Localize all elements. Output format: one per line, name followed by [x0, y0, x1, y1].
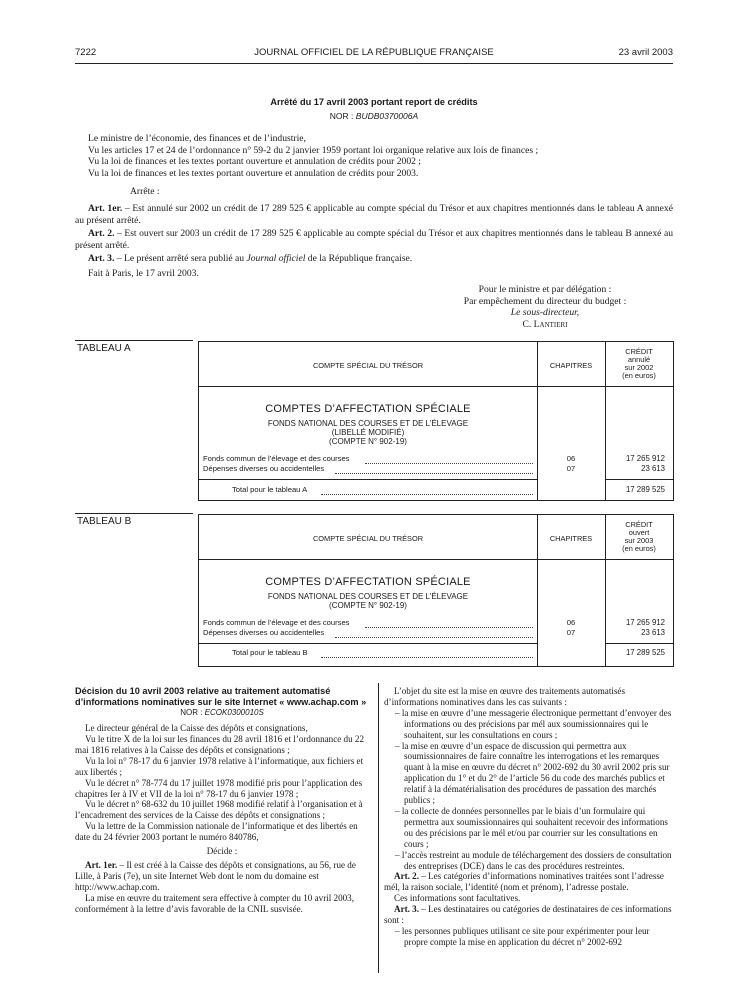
total-value: 17 289 525: [625, 485, 665, 494]
decision-title: Décision du 10 avril 2003 relative au traitement automatisé d’informations nominatives sur le site Internet « www.achap.com »: [75, 686, 367, 707]
sig-line-3: Le sous-directeur,: [510, 307, 580, 318]
article-3-text: – Le présent arrêté sera publié au: [114, 253, 247, 264]
credit-line: CRÉDIT: [625, 520, 653, 529]
purpose-item: – la mise en œuvre d’une messagerie électronique permettant d’envoyer des informations ou des précisions par mél aux soumissionnaires qui le souhaitent, sur les consultations en cours ;: [395, 707, 672, 740]
row-chapitre: 07: [566, 628, 576, 637]
row-chapitre: 07: [566, 464, 576, 473]
fund-name: FONDS NATIONAL DES COURSES ET DE L’ÉLEVAGE: [267, 592, 469, 601]
article-3: [75, 253, 673, 265]
tableau-a-rule: [75, 340, 193, 341]
purpose-item: – l’accès restreint au module de téléchargement des dossiers de consultation des entreprises (DCE) dans le cas des procédures restreintes.: [395, 849, 672, 871]
col-header-credit: [605, 348, 673, 380]
row-credit: 17 265 912: [625, 454, 665, 463]
nor-label: NOR :: [329, 111, 354, 121]
article-3-label: Art. 3.: [88, 253, 115, 264]
purpose-item: – la collecte de données personnelles par le biais d’un formulaire qui permettra aux soumissionnaires qui souhaitent recevoir des informations ou des précisions par le mél et/ou par courrier sur les consultations en cours ;: [395, 805, 668, 849]
decision-left-column: [75, 686, 369, 915]
row-credit: 17 265 912: [625, 618, 665, 627]
article-2-text: – Est ouvert sur 2003 un crédit de 17 289 525 € applicable au compte spécial du Trésor et aux chapitres mentionnés dans le tableau B annexé au présent arrêté.: [75, 228, 673, 251]
article-1: [75, 203, 673, 226]
site-purpose: L’objet du site est la mise en œuvre des traitements automatisés d’informations nominatives dans les cas suivants :: [384, 686, 625, 707]
arrete-title: Arrêté du 17 avril 2003 portant report de crédits: [270, 97, 478, 107]
nor-code: BUDB0370006A: [355, 111, 419, 121]
credit-line: (en euros): [622, 544, 656, 553]
signature-block: [420, 284, 670, 330]
tableau-b: [198, 514, 674, 667]
decision-article-2: [384, 871, 674, 893]
row-credit: 23 613: [641, 464, 665, 473]
credit-line: ouvert: [628, 528, 650, 537]
tableau-a: [198, 341, 674, 501]
total-label: Total pour le tableau B: [232, 648, 308, 657]
visa-paragraph: Vu la loi n° 78-17 du 6 janvier 1978 relative à l’informatique, aux fichiers et aux libertés ;: [75, 755, 364, 777]
article-2-label: Art. 2.: [88, 228, 115, 239]
col-header-compte: COMPTE SPÉCIAL DU TRÉSOR: [312, 534, 424, 543]
row-credit: 23 613: [641, 628, 665, 637]
visa-line: Vu les articles 17 et 24 de l’ordonnance n° 59-2 du 2 janvier 1959 portant loi organique relative aux lois de finances ;: [88, 144, 539, 156]
decision-nor: [75, 708, 369, 719]
section-heading: COMPTES D’AFFECTATION SPÉCIALE: [265, 576, 471, 588]
credit-line: annulé: [627, 355, 651, 364]
mise-en-oeuvre: La mise en œuvre du traitement sera effective à compter du 10 avril 2003, conformément à la lettre d’avis favorable de la CNIL susvisée.: [75, 892, 355, 914]
arrete-label: Arrête :: [130, 186, 160, 197]
col-header-chapitres: CHAPITRES: [549, 361, 593, 370]
section-heading: COMPTES D’AFFECTATION SPÉCIALE: [265, 403, 471, 415]
fait-a-paris: Fait à Paris, le 17 avril 2003.: [88, 268, 199, 279]
row-label: Dépenses diverses ou accidentelles: [203, 628, 325, 637]
col-header-chapitres: CHAPITRES: [549, 534, 593, 543]
total-rule: [605, 479, 673, 480]
article-2: [75, 228, 673, 251]
nor-label: NOR :: [180, 708, 203, 718]
nor-code: ECOK0300010S: [204, 708, 264, 718]
leader-dots: [335, 637, 533, 638]
visa-paragraph: Vu le titre X de la loi sur les finances du 28 avril 1816 et l’ordonnance du 22 mai 1816 relatives à la Caisse des dépôts et consignations ;: [75, 734, 365, 755]
col-header-compte: COMPTE SPÉCIAL DU TRÉSOR: [312, 361, 424, 370]
row-chapitre: 06: [566, 454, 576, 463]
arrete-nor: [75, 111, 673, 121]
article-1-label: Art. 1er.: [88, 203, 123, 214]
fund-note: (LIBELLÉ MODIFIÉ): [331, 428, 405, 437]
arrete-visas: [88, 133, 678, 179]
fund-account: (COMPTE N° 902-19): [329, 437, 407, 446]
leader-dots: [321, 494, 533, 495]
header-rule: [75, 63, 673, 64]
article-2-text: – Les catégories d’informations nominatives traitées sont l’adresse mél, la raison sociale, l’identité (nom et prénom), l’adresse postale.: [384, 871, 664, 893]
tableau-a-label: TABLEAU A: [77, 343, 131, 354]
credit-line: sur 2002: [624, 363, 654, 372]
page-number: 7222: [75, 47, 97, 58]
preamble: Le directeur général de la Caisse des dépôts et consignations,: [85, 723, 308, 734]
total-rule: [199, 643, 537, 644]
article-3-text-end: de la République française.: [305, 253, 413, 264]
credit-line: CRÉDIT: [625, 347, 653, 356]
article-1-text: – Est annulé sur 2002 un crédit de 17 289 525 € applicable au compte spécial du Trésor et aux chapitres mentionnés dans le tableau A annexé au présent arrêté.: [75, 203, 673, 226]
visa-line: Le ministre de l’économie, des finances et de l’industrie,: [88, 133, 306, 144]
tableau-b-rule: [75, 513, 193, 514]
tableau-b-label: TABLEAU B: [77, 516, 132, 527]
credit-line: sur 2003: [624, 536, 654, 545]
row-label: Dépenses diverses ou accidentelles: [203, 464, 325, 473]
leader-dots: [321, 657, 533, 658]
leader-dots: [365, 627, 533, 628]
column-divider: [378, 683, 379, 973]
decision-right-column: [384, 686, 674, 948]
sig-line-2: Par empêchement du directeur du budget :: [463, 295, 627, 307]
visa-line: Vu la loi de finances et les textes portant ouverture et annulation de crédits pour 2002 ;: [88, 156, 421, 167]
issue-date: 23 avril 2003: [618, 47, 673, 58]
fund-account: (COMPTE N° 902-19): [329, 601, 407, 610]
row-chapitre: 06: [566, 618, 576, 627]
visa-line: Vu la loi de finances et les textes portant ouverture et annulation de crédits pour 2003.: [88, 167, 419, 179]
facultatives: Ces informations sont facultatives.: [394, 893, 521, 904]
row-label: Fonds commun de l’élevage et des courses: [203, 618, 350, 627]
credit-line: (en euros): [622, 371, 656, 380]
signatory-name: C. Lantieri: [522, 318, 568, 330]
article-3-label: Art. 3.: [394, 904, 419, 915]
purpose-item: – la mise en œuvre d’un espace de discussion qui permettra aux soumissionnaires de faire connaître les interrogations et les remarques quant à la mise en œuvre du décret n° 2002-692 du 30 avril 2002 pris sur application du 1° et du 2° de l’article 56 du code des marchés publics et relatif à la dématérialisation des procédures de passation des marchés publics ;: [395, 740, 670, 806]
visa-paragraph: Vu le décret n° 68-632 du 10 juillet 1968 modifié relatif à l’organisation et à l’encadrement des services de la Caisse des dépôts et consignations ;: [75, 799, 363, 821]
decide-label: Décide :: [206, 846, 238, 857]
article-1-label: Art. 1er.: [85, 859, 118, 870]
leader-dots: [335, 473, 533, 474]
visa-paragraph: Vu la lettre de la Commission nationale de l’informatique et des libertés en date du 24 février 2003 portant le numéro 840786,: [75, 821, 358, 843]
total-label: Total pour le tableau A: [232, 485, 308, 494]
visa-paragraph: Vu le décret n° 78-774 du 17 juillet 1978 modifié pris pour l’application des chapitres Ier à IV et VII de la loi n° 78-17 du 6 janvier 1978 ;: [75, 777, 363, 799]
journal-officiel-ref: Journal officiel: [246, 253, 306, 264]
article-1-text: – Il est créé à la Caisse des dépôts et consignations, au 56, rue de Lille, à Paris (7e), un site Internet Web dont le nom du domaine est http://www.achap.com.: [75, 859, 356, 892]
sig-line-1: Pour le ministre et par délégation :: [478, 284, 612, 295]
recipient-item: – les personnes publiques utilisant ce site pour expérimenter pour leur propre compte la mise en application du décret n° 2002-692: [395, 925, 650, 947]
decision-article-3: [384, 904, 674, 926]
decision-article-1: [75, 860, 369, 893]
total-rule: [605, 643, 673, 644]
row-label: Fonds commun de l’élevage et des courses: [203, 454, 350, 463]
col-header-credit: [605, 521, 673, 553]
total-value: 17 289 525: [625, 648, 665, 657]
journal-title: JOURNAL OFFICIEL DE LA RÉPUBLIQUE FRANÇAISE: [254, 47, 494, 58]
article-3-text: – Les destinataires ou catégories de destinataires de ces informations sont :: [384, 904, 672, 926]
total-rule: [199, 479, 537, 480]
leader-dots: [365, 463, 533, 464]
fund-name: FONDS NATIONAL DES COURSES ET DE L’ÉLEVAGE: [267, 419, 469, 428]
article-2-label: Art. 2.: [394, 871, 419, 882]
